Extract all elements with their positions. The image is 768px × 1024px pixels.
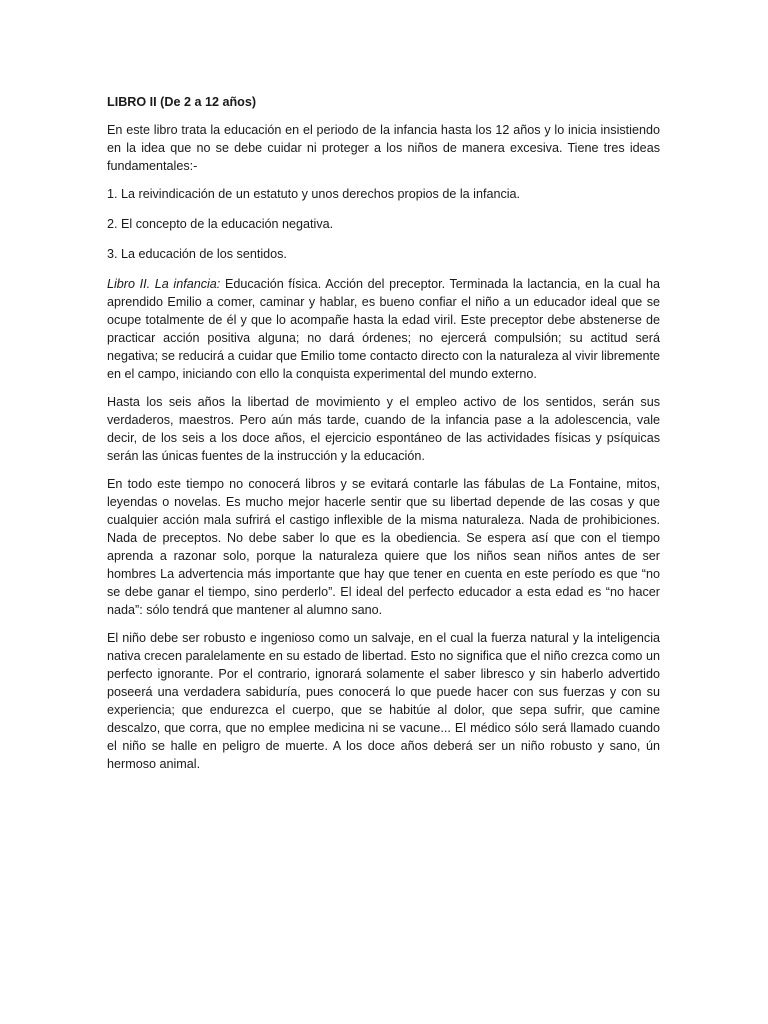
- section-text: Educación física. Acción del preceptor. Terminada la lactancia, en la cual ha aprendido Emilio a comer, caminar y hablar, es bueno confiar el niño a un educador ideal que se ocupe totalmente de él y que lo acompañe hasta la edad viril. Este preceptor debe abstenerse de practicar acción positiva alguna; no dará órdenes; no ejercerá compulsión; su actitud será negativa; se reducirá a cuidar que Emilio tome contacto directo con la naturaleza al vivir libremente en el campo, iniciando con ello la conquista experimental del mundo externo.: [107, 277, 660, 381]
- section-lead: Libro II. La infancia:: [107, 277, 221, 291]
- idea-item-3: 3. La educación de los sentidos.: [107, 247, 287, 261]
- document-title: LIBRO II (De 2 a 12 años): [107, 95, 257, 109]
- intro-paragraph: En este libro trata la educación en el periodo de la infancia hasta los 12 años y lo inicia insistiendo en la idea que no se debe cuidar ni proteger a los niños de manera excesiva. Tiene tres ideas fundamentales:-: [107, 123, 660, 173]
- paragraph-3: El niño debe ser robusto e ingenioso como un salvaje, en el cual la fuerza natural y la inteligencia nativa crecen paralelamente en su estado de libertad. Esto no significa que el niño crezca como un perfecto ignorante. Por el contrario, ignorará solamente el saber libresco y sin haberlo advertido poseerá una verdadera sabiduría, pues conocerá lo que puede hacer con sus fuerzas y con su experiencia; que endurezca el cuerpo, que se habitúe al dolor, que sepa sufrir, que camine descalzo, que corra, que no emplee medicina ni se vacune... El médico sólo será llamado cuando el niño se halle en peligro de muerte. A los doce años deberá ser un niño robusto y sano, ún hermoso animal.: [107, 631, 660, 771]
- idea-item-1: 1. La reivindicación de un estatuto y unos derechos propios de la infancia.: [107, 187, 521, 201]
- section-paragraph: [107, 275, 660, 383]
- idea-item-2: 2. El concepto de la educación negativa.: [107, 217, 334, 231]
- paragraph-1: Hasta los seis años la libertad de movimiento y el empleo activo de los sentidos, serán sus verdaderos, maestros. Pero aún más tarde, cuando de la infancia pase a la adolescencia, vale decir, de los seis a los doce años, el ejercicio espontáneo de las actividades físicas y psíquicas serán las únicas fuentes de la instrucción y la educación.: [107, 395, 660, 463]
- paragraph-2: En todo este tiempo no conocerá libros y se evitará contarle las fábulas de La Fontaine, mitos, leyendas o novelas. Es mucho mejor hacerle sentir que su libertad depende de las cosas y que cualquier acción mala sufrirá el castigo inflexible de la misma naturaleza. Nada de prohibiciones. Nada de preceptos. No debe saber lo que es la obediencia. Se espera así que con el tiempo aprenda a razonar solo, porque la naturaleza quiere que los niños sean niños antes de ser hombres La advertencia más importante que hay que tener en cuenta en este período es que “no se debe ganar el tiempo, sino perderlo”. El ideal del perfecto educador a esta edad es “no hacer nada”: sólo tendrá que mantener al alumno sano.: [107, 477, 660, 617]
